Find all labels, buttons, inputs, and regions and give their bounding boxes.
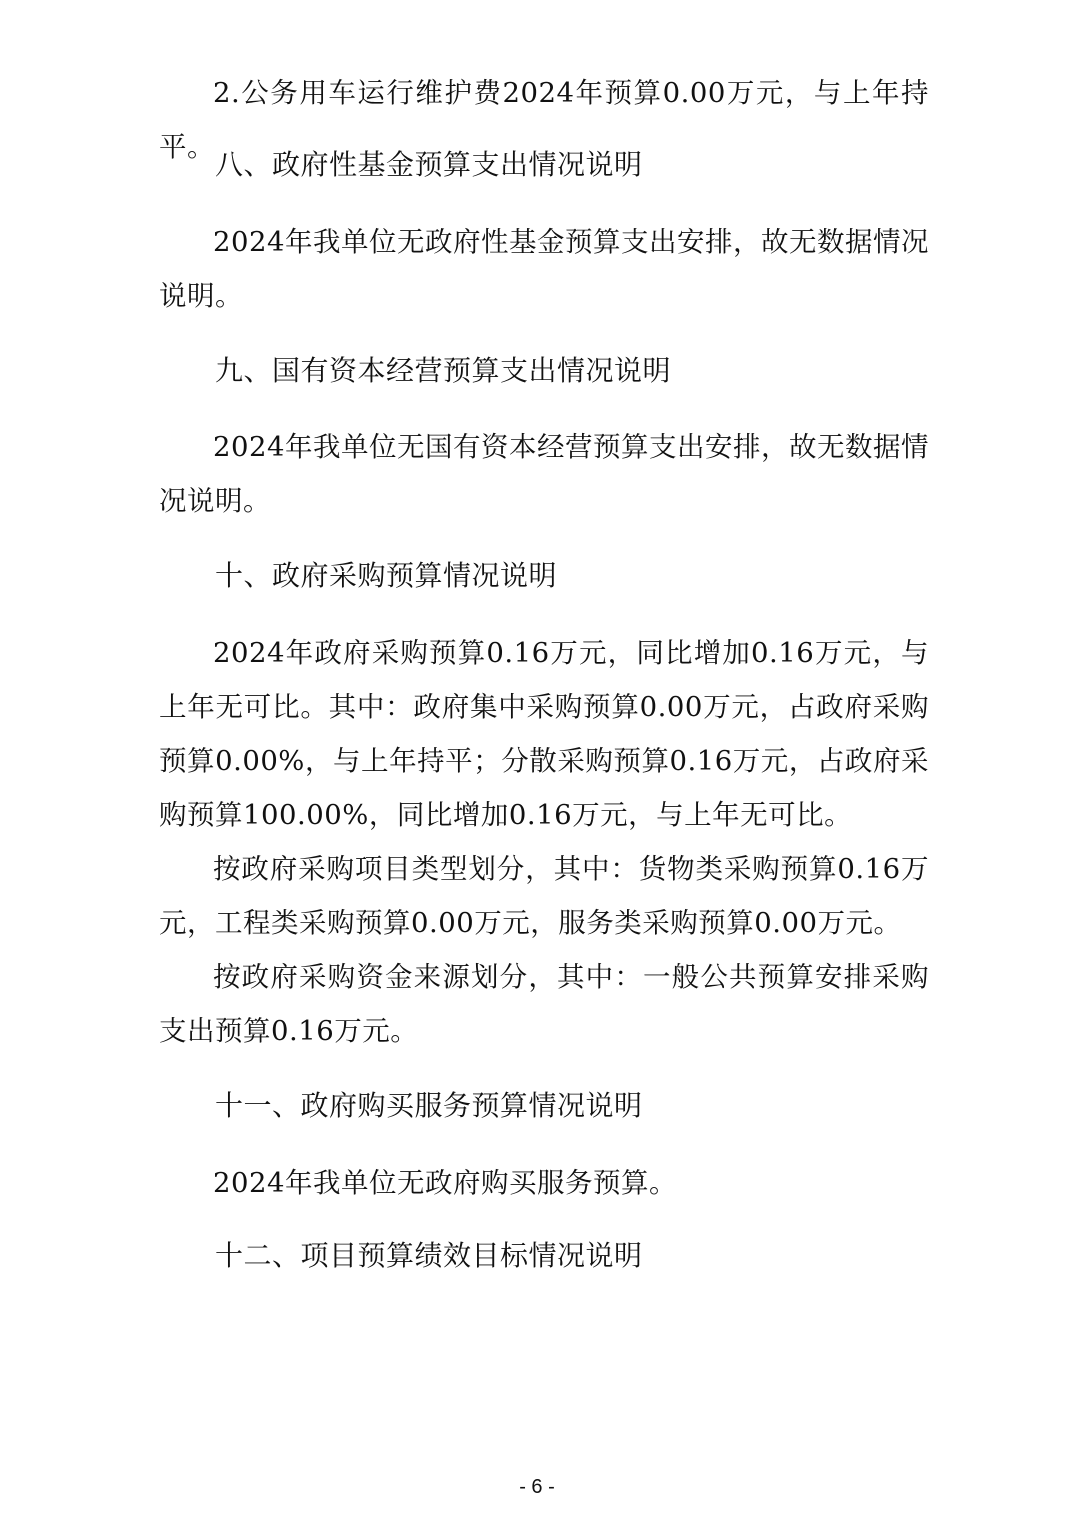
section-heading-11: 十一、政府购买服务预算情况说明 <box>215 1089 643 1122</box>
paragraph-state-capital: 2024年我单位无国有资本经营预算支出安排，故无数据情况说明。 <box>159 431 929 517</box>
paragraph-gov-fund: 2024年我单位无政府性基金预算支出安排，故无数据情况说明。 <box>159 226 929 312</box>
paragraph-vehicle-maintenance: 2.公务用车运行维护费2024年预算0.00万元，与上年持平。 <box>159 77 929 163</box>
page-number: - 6 - <box>519 1476 555 1498</box>
section-heading-10: 十、政府采购预算情况说明 <box>215 559 558 592</box>
paragraph-purchased-services: 2024年我单位无政府购买服务预算。 <box>213 1167 677 1199</box>
paragraph-procurement-by-type: 按政府采购项目类型划分，其中：货物类采购预算0.16万元，工程类采购预算0.00万元，服务类采购预算0.00万元。 <box>159 853 929 939</box>
paragraph-procurement-by-source: 按政府采购资金来源划分，其中：一般公共预算安排采购支出预算0.16万元。 <box>159 961 929 1047</box>
paragraph-procurement-summary: 2024年政府采购预算0.16万元，同比增加0.16万元，与上年无可比。其中：政府集中采购预算0.00万元，占政府采购预算0.00%，与上年持平；分散采购预算0.16万元，占政府采购预算100.00%，同比增加0.16万元，与上年无可比。 <box>159 637 929 831</box>
section-heading-9: 九、国有资本经营预算支出情况说明 <box>215 354 672 387</box>
section-heading-12: 十二、项目预算绩效目标情况说明 <box>215 1239 643 1272</box>
section-heading-8: 八、政府性基金预算支出情况说明 <box>215 148 643 181</box>
